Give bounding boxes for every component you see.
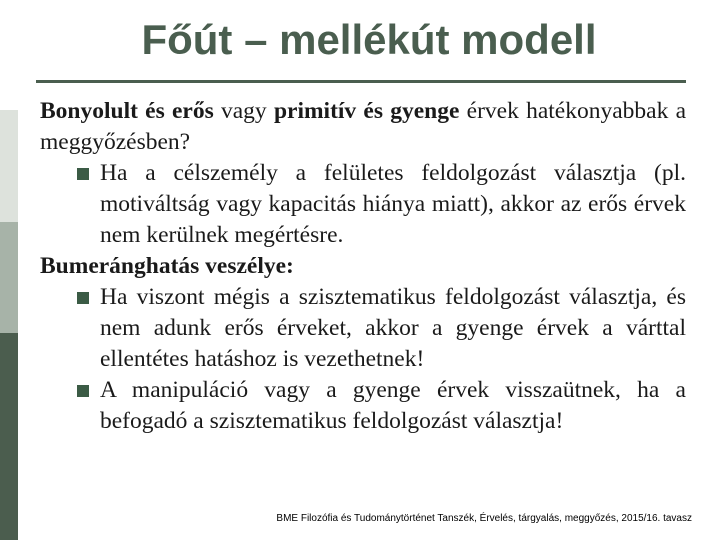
bullet-text: Ha viszont mégis a szisztematikus feldolgozást választja, és nem adunk erős érveket, akkor a gyenge érvek a várttal ellentétes hatáshoz is vezethetnek! bbox=[100, 284, 686, 372]
bullet-text: A manipuláció vagy a gyenge érvek visszaütnek, ha a befogadó a szisztematikus feldolgozást választja! bbox=[100, 377, 686, 434]
side-bar-segment-3 bbox=[0, 222, 18, 333]
bullet-item bbox=[40, 282, 686, 375]
side-bar-segment-1 bbox=[0, 0, 18, 110]
bullet-item bbox=[40, 158, 686, 251]
side-decoration-bar bbox=[0, 0, 18, 540]
intro-bold-2: primitív és gyenge bbox=[273, 98, 460, 124]
square-bullet-icon bbox=[77, 385, 89, 397]
bullet-item bbox=[40, 375, 686, 437]
bullet-text: Ha a célszemély a felületes feldolgozást választja (pl. motiváltság vagy kapacitás hiánya miatt), akkor az erős érvek nem kerülnek megértésre. bbox=[100, 160, 686, 248]
side-bar-segment-2 bbox=[0, 110, 18, 222]
intro-question bbox=[40, 96, 686, 158]
side-bar-segment-4 bbox=[0, 333, 18, 540]
square-bullet-icon bbox=[77, 168, 89, 180]
slide-footer: BME Filozófia és Tudománytörténet Tanszék, Érvelés, tárgyalás, meggyőzés, 2015/16. tavasz bbox=[276, 513, 692, 524]
square-bullet-icon bbox=[77, 292, 89, 304]
boomerang-heading bbox=[40, 251, 686, 282]
boomerang-heading-text: Bumeránghatás veszélye: bbox=[40, 253, 294, 279]
intro-text-2: érvek hatékonyabbak a meggyőzésben? bbox=[40, 98, 687, 155]
title-underline bbox=[36, 80, 686, 83]
intro-text-1: vagy bbox=[213, 98, 274, 124]
intro-bold-1: Bonyolult és erős bbox=[40, 98, 214, 124]
slide-body bbox=[40, 96, 686, 437]
slide-title: Főút – mellékút modell bbox=[141, 16, 597, 63]
